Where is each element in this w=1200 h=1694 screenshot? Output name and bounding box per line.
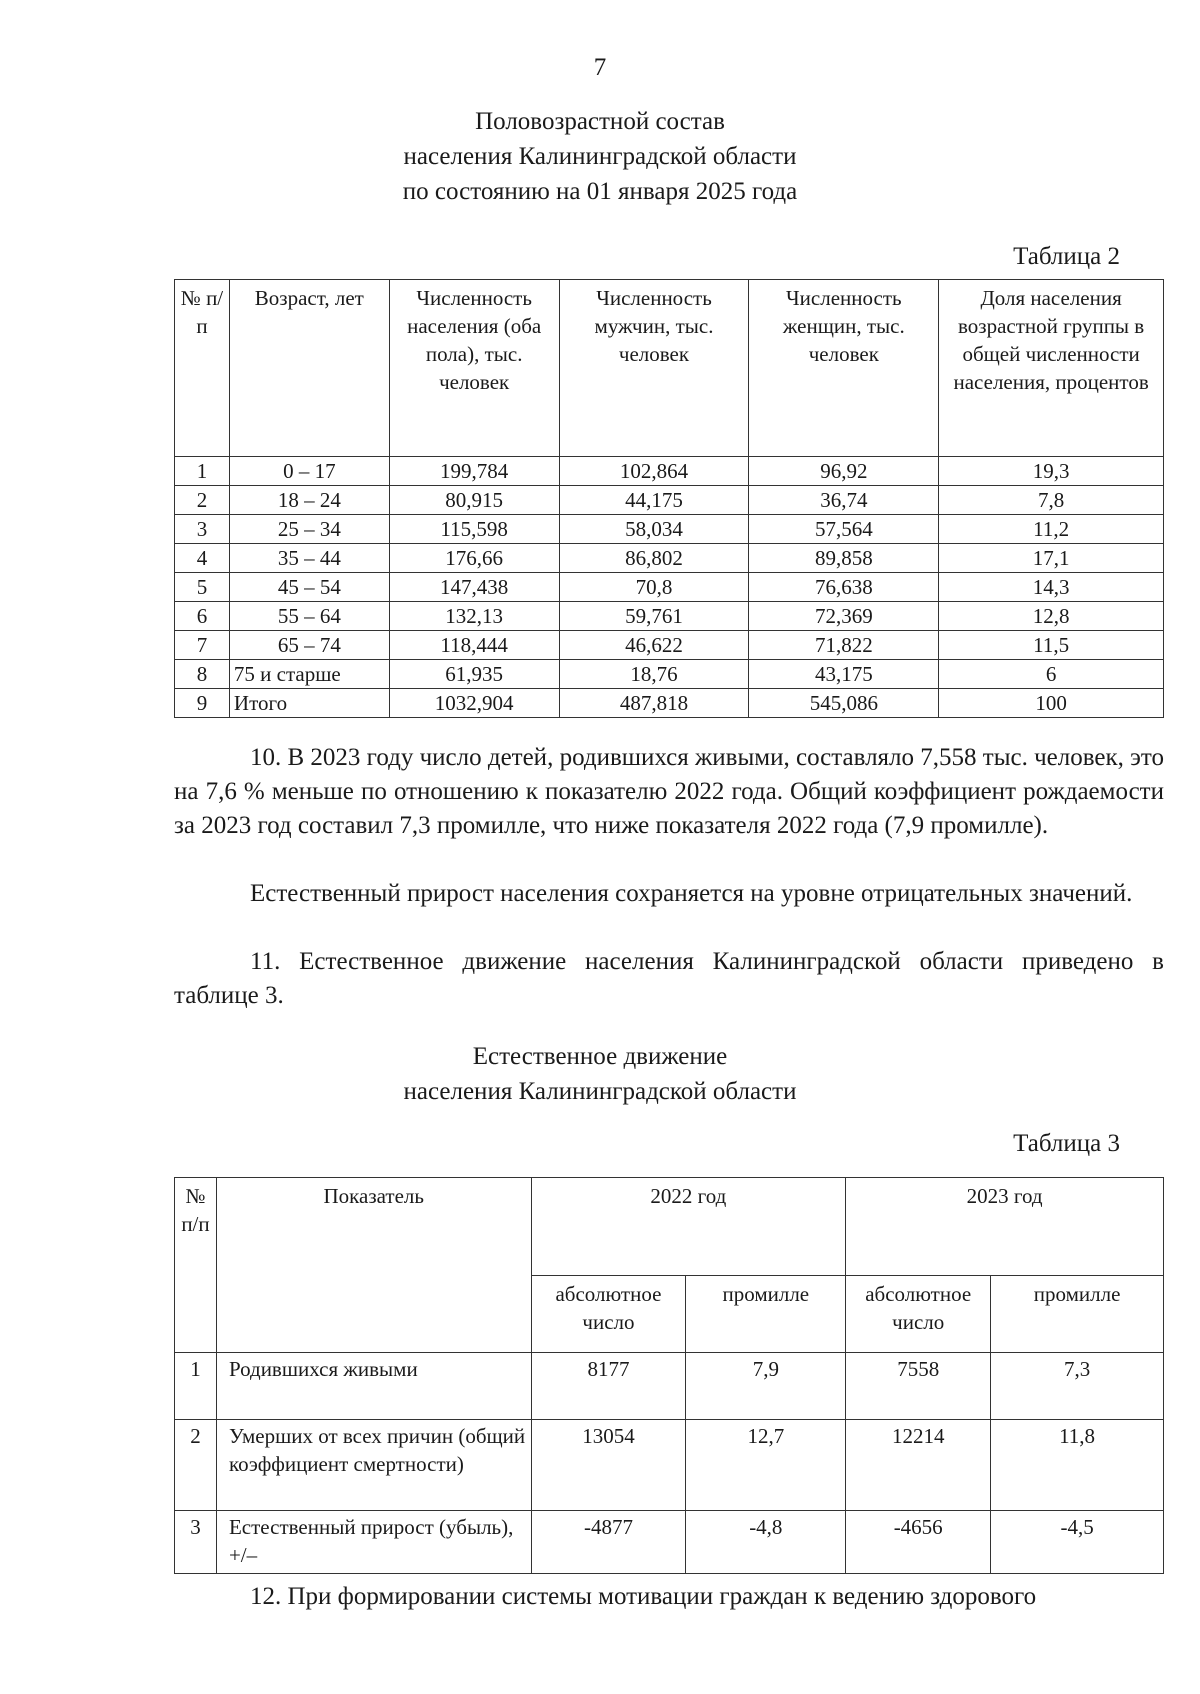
- cell-abs-2022: 13054: [531, 1420, 686, 1511]
- header-age: Возраст, лет: [229, 280, 389, 457]
- cell-num: 1: [175, 457, 230, 486]
- page-number: 7: [593, 54, 607, 81]
- paragraph-10b: Естественный прирост населения сохраняется на уровне отрицательных значений.: [250, 880, 1133, 907]
- cell-num: 5: [175, 573, 230, 602]
- header-abs-2023: абсолютное число: [846, 1275, 991, 1352]
- header-men: Численность мужчин, тыс. человек: [559, 280, 749, 457]
- cell-total: 118,444: [389, 631, 559, 660]
- cell-indicator: Умерших от всех причин (общий коэффициент смертности): [216, 1420, 531, 1511]
- table-row: [175, 544, 1164, 573]
- header-permille-2022: промилле: [686, 1275, 846, 1352]
- cell-indicator: Родившихся живыми: [216, 1353, 531, 1420]
- cell-share: 19,3: [939, 457, 1164, 486]
- cell-total: 147,438: [389, 573, 559, 602]
- table-row: [175, 1420, 1164, 1511]
- cell-men: 86,802: [559, 544, 749, 573]
- cell-men: 487,818: [559, 689, 749, 718]
- cell-share: 100: [939, 689, 1164, 718]
- cell-indicator: Естественный прирост (убыль), +/–: [216, 1511, 531, 1574]
- table2-label: Таблица 2: [1013, 243, 1120, 270]
- cell-abs-2023: -4656: [846, 1511, 991, 1574]
- cell-total: 132,13: [389, 602, 559, 631]
- cell-women: 96,92: [749, 457, 939, 486]
- header-permille-2023: промилле: [991, 1275, 1164, 1352]
- table-row-total: [175, 689, 1164, 718]
- cell-abs-2022: -4877: [531, 1511, 686, 1574]
- cell-share: 11,2: [939, 515, 1164, 544]
- cell-women: 43,175: [749, 660, 939, 689]
- cell-women: 89,858: [749, 544, 939, 573]
- table2-title-line: Половозрастной состав: [475, 108, 725, 135]
- header-year-2022: 2022 год: [531, 1178, 846, 1276]
- table-header-row: [175, 1178, 1164, 1276]
- cell-age: 25 – 34: [229, 515, 389, 544]
- cell-share: 12,8: [939, 602, 1164, 631]
- cell-permille-2023: -4,5: [991, 1511, 1164, 1574]
- cell-num: 3: [175, 1511, 217, 1574]
- cell-age: 65 – 74: [229, 631, 389, 660]
- cell-women: 76,638: [749, 573, 939, 602]
- cell-share: 17,1: [939, 544, 1164, 573]
- table2-title-line: по состоянию на 01 января 2025 года: [402, 178, 798, 205]
- cell-share: 11,5: [939, 631, 1164, 660]
- header-num: № п/п: [175, 280, 230, 457]
- cell-share: 14,3: [939, 573, 1164, 602]
- cell-num: 7: [175, 631, 230, 660]
- natural-movement-table: [174, 1177, 1164, 1574]
- table-row: [175, 602, 1164, 631]
- cell-total: 199,784: [389, 457, 559, 486]
- cell-num: 2: [175, 1420, 217, 1511]
- cell-men: 59,761: [559, 602, 749, 631]
- table-header-row: [175, 280, 1164, 457]
- table-row: [175, 660, 1164, 689]
- cell-num: 4: [175, 544, 230, 573]
- table3-label: Таблица 3: [1013, 1130, 1120, 1157]
- cell-women: 72,369: [749, 602, 939, 631]
- cell-share: 6: [939, 660, 1164, 689]
- age-sex-table: [174, 279, 1164, 718]
- cell-share: 7,8: [939, 486, 1164, 515]
- header-year-2023: 2023 год: [846, 1178, 1164, 1276]
- table2-title-line: населения Калининградской области: [403, 143, 797, 170]
- cell-total: 1032,904: [389, 689, 559, 718]
- cell-abs-2022: 8177: [531, 1353, 686, 1420]
- cell-women: 545,086: [749, 689, 939, 718]
- cell-permille-2022: -4,8: [686, 1511, 846, 1574]
- cell-num: 8: [175, 660, 230, 689]
- header-share: Доля населения возрастной группы в общей численности населения, процентов: [939, 280, 1164, 457]
- table2-title: [0, 104, 1200, 209]
- cell-men: 44,175: [559, 486, 749, 515]
- table3-title-line: Естественное движение: [472, 1043, 728, 1070]
- cell-men: 58,034: [559, 515, 749, 544]
- cell-age: 0 – 17: [229, 457, 389, 486]
- paragraph-10: 10. В 2023 году число детей, родившихся живыми, составляло 7,558 тыс. человек, это на 7,6 % меньше по отношению к показателю 2022 года. Общий коэффициент рождаемости за 2023 год составил 7,3 промилле, что ниже показателя 2022 года (7,9 промилле).: [174, 744, 1164, 839]
- header-indicator: Показатель: [216, 1178, 531, 1353]
- cell-num: 1: [175, 1353, 217, 1420]
- cell-permille-2023: 7,3: [991, 1353, 1164, 1420]
- table-row: [175, 1353, 1164, 1420]
- paragraph-12: 12. При формировании системы мотивации граждан к ведению здорового: [250, 1583, 1037, 1610]
- cell-num: 9: [175, 689, 230, 718]
- cell-age: 55 – 64: [229, 602, 389, 631]
- header-women: Численность женщин, тыс. человек: [749, 280, 939, 457]
- cell-age: 35 – 44: [229, 544, 389, 573]
- cell-age: 45 – 54: [229, 573, 389, 602]
- paragraph-11: 11. Естественное движение населения Калининградской области приведено в таблице 3.: [174, 948, 1164, 1009]
- cell-total: 80,915: [389, 486, 559, 515]
- table3-title-line: населения Калининградской области: [403, 1078, 797, 1105]
- table-row: [175, 457, 1164, 486]
- table-row: [175, 486, 1164, 515]
- cell-total: 176,66: [389, 544, 559, 573]
- table-row: [175, 631, 1164, 660]
- cell-num: 6: [175, 602, 230, 631]
- header-abs-2022: абсолютное число: [531, 1275, 686, 1352]
- cell-men: 46,622: [559, 631, 749, 660]
- table3-title: [0, 1039, 1200, 1109]
- cell-total: 61,935: [389, 660, 559, 689]
- cell-women: 57,564: [749, 515, 939, 544]
- cell-women: 36,74: [749, 486, 939, 515]
- header-total: Численность населения (оба пола), тыс. человек: [389, 280, 559, 457]
- cell-abs-2023: 7558: [846, 1353, 991, 1420]
- table-row: [175, 1511, 1164, 1574]
- cell-permille-2022: 12,7: [686, 1420, 846, 1511]
- cell-total: 115,598: [389, 515, 559, 544]
- cell-women: 71,822: [749, 631, 939, 660]
- cell-age: 75 и старше: [229, 660, 389, 689]
- cell-men: 18,76: [559, 660, 749, 689]
- cell-permille-2022: 7,9: [686, 1353, 846, 1420]
- table-row: [175, 573, 1164, 602]
- cell-abs-2023: 12214: [846, 1420, 991, 1511]
- cell-men: 102,864: [559, 457, 749, 486]
- cell-age: 18 – 24: [229, 486, 389, 515]
- table-row: [175, 515, 1164, 544]
- cell-age: Итого: [229, 689, 389, 718]
- cell-permille-2023: 11,8: [991, 1420, 1164, 1511]
- cell-num: 3: [175, 515, 230, 544]
- cell-men: 70,8: [559, 573, 749, 602]
- cell-num: 2: [175, 486, 230, 515]
- header-num: № п/п: [175, 1178, 217, 1353]
